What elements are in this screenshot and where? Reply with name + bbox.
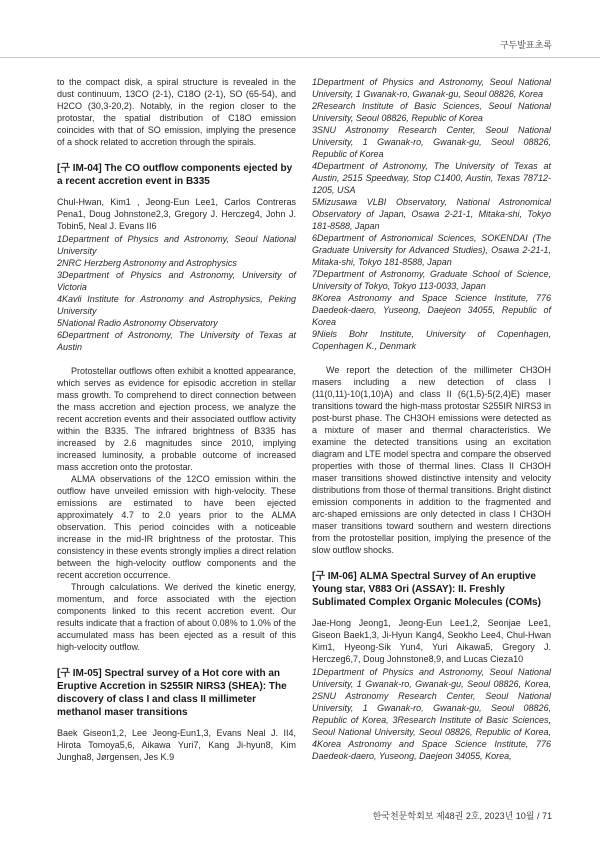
im04-title: [구 IM-04] The CO outflow components ejected by a recent accretion event in B335 [57, 163, 293, 187]
im04-affiliation: 6Department of Astronomy, The University of Texas at Austin [57, 330, 296, 352]
im06-affiliations: 1Department of Physics and Astronomy, Seoul National University, 1 Gwanak-ro, Gwanak-gu, Seoul 08826, Korea, 2SNU Astronomy Research Center, Seoul National University, 1 Gwanak-ro, Gwanak-gu, Seoul 08826, Republic of Korea, 3Research Institute of Basic Sciences, Seoul National University, Seoul 08826, Republic of Korea, 4Korea Astronomy and Space Science Institute, 776 Daedeok-daero, Yuseong, Daejeon 34055, Korea, [312, 667, 551, 761]
im05-abstract-paragraph: We report the detection of the millimeter CH3OH masers including a new detection of class I (11(0,11)-10(1,10)A) and class II (6(1,5)-5(2,4)E) maser transitions toward the high-mass protostar S255IR NIRS3 in post-burst phase. The CH3OH emissions were detected as a mixture of maser and thermal characteristics. We examine the detected transitions using an excitation diagram and LTE model spectra and compare the observed properties with those of thermal lines. Class II CH3OH maser transitions showed distinctive intensity and velocity distributions from those of thermal transitions. Bright distinct emission components in addition to the fragmented and arc-shaped emissions are only detected in class I CH3OH maser transitions toward southern and western directions from the protostellar position, implying the presence of the slow outflow shocks. [312, 365, 551, 555]
im04-abstract-paragraph: Through calculations. We derived the kinetic energy, momentum, and force associated with the ejection components linked to this recent accretion event. Our results indicate that a fraction of about 0.08% to 1.0% of the accumulated mass has been ejected as a result of this high-velocity outflow. [57, 582, 296, 652]
im05-affiliation: 8Korea Astronomy and Space Science Institute, 776 Daedeok-daero, Yuseong, Daejeon 34055, Republic of Korea [312, 293, 551, 327]
im04-authors: Chul-Hwan, Kim1 , Jeong-Eun Lee1, Carlos Contreras Pena1, Doug Johnstone2,3, Gregory J. Herczeg4, John J. Tobin5, Neal J. Evans II6 [57, 197, 296, 231]
im04-abstract-paragraph: Protostellar outflows often exhibit a knotted appearance, which serves as evidence for episodic accretion in stellar mass growth. To comprehend to direct connection between the mass accretion and ejection process, we analyze the recent accretion events and their associated outflow activity within the B335. The infrared brightness of B335 has increased by 2.6 magnitudes since 2010, implying increased luminosity, a probable outcome of increased mass accretion onto the protostar. [57, 366, 296, 472]
header-rule [0, 57, 600, 58]
left-column [57, 76, 296, 764]
im05-affiliation: 6Department of Astronomical Sciences, SOKENDAI (The Graduate University for Advanced Studies), Osawa 2-21-1, Mitaka-shi, Tokyo 181-8588, Japan [312, 233, 551, 267]
im05-affiliation: 9Niels Bohr Institute, University of Copenhagen, Copenhagen K., Denmark [312, 329, 551, 351]
im05-affiliation: 4Department of Astronomy, The University of Texas at Austin, 2515 Speedway, Stop C1400, Austin, Texas 78712-1205, USA [312, 161, 551, 195]
im05-affiliation: 3SNU Astronomy Research Center, Seoul National University, 1 Gwanak-ro, Gwanak-gu, Seoul 08826, Republic of Korea [312, 125, 551, 159]
im05-affiliation: 2Research Institute of Basic Sciences, Seoul National University, Seoul 08826, Republic of Korea [312, 101, 551, 123]
im06-title: [구 IM-06] ALMA Spectral Survey of An eruptive Young star, V883 Ori (ASSAY): II. Freshly Sublimated Complex Organic Molecules (COMs) [312, 571, 541, 608]
footer-journal-info: 한국천문학회보 제48권 2호, 2023년 10월 / 71 [372, 811, 552, 821]
im05-affiliation: 7Department of Astronomy, Graduate School of Science, University of Tokyo, Tokyo 113-0033, Japan [312, 269, 551, 291]
im06-authors: Jae-Hong Jeong1, Jeong-Eun Lee1,2, Seonjae Lee1, Giseon Baek1,3, Ji-Hyun Kang4, Seokho Lee4, Chul-Hwan Kim1, Hyeong-Sik Yun4, Yuri Aikawa5, Gregory J. Herczeg6,7, Doug Johnstone8,9, and Lucas Cieza10 [312, 618, 551, 664]
im05-affiliation: 1Department of Physics and Astronomy, Seoul National University, 1 Gwanak-ro, Gwanak-gu, Seoul 08826, Korea [312, 77, 551, 99]
header-section-tag: 구두발표초록 [499, 40, 552, 50]
spacer [57, 353, 296, 365]
im04-affiliation: 3Department of Physics and Astronomy, University of Victoria [57, 270, 296, 292]
im04-affiliation: 5National Radio Astronomy Observatory [57, 318, 218, 328]
im03-continued-paragraph: to the compact disk, a spiral structure is revealed in the dust continuum, 13CO (2-1), C18O (2-1), SO (65-54), and H2CO (30,3-20,2). Notably, in the region closer to the protostar, the spatial distribution of C18O emission coincides with that of SO emission, implying the presence of a shock related to accretion through the spirals. [57, 77, 296, 147]
im05-authors: Baek Giseon1,2, Lee Jeong-Eun1,3, Evans Neal J. II4, Hirota Tomoya5,6, Aikawa Yuri7, Kang Ji-hyun8, Kim Jungha8, Jørgensen, Jes K.9 [57, 728, 296, 762]
im05-affiliation: 5Mizusawa VLBI Observatory, National Astronomical Observatory of Japan, Osawa 2-21-1, Mitaka-shi, Tokyo 181-8588, Japan [312, 197, 551, 231]
im04-abstract-paragraph: ALMA observations of the 12CO emission within the outflow have unveiled emission with high-velocity. These emissions are estimated to have been ejected approximately 4.7 to 2.0 years prior to the ALMA observation. This period coincides with a noticeable increase in the mid-IR brightness of the protostar. This consistency in these events strongly implies a direct relation between the high-velocity outflow components and the recent accretion occurrence. [57, 474, 296, 580]
im04-affiliation: 2NRC Herzberg Astronomy and Astrophysics [57, 258, 237, 268]
right-column [312, 76, 551, 762]
spacer [312, 352, 551, 364]
im04-affiliation: 1Department of Physics and Astronomy, Seoul National University [57, 234, 296, 256]
im05-title: [구 IM-05] Spectral survey of a Hot core with an Eruptive Accretion in S255IR NIRS3 (SHEA): The discovery of class I and class II millimeter methanol maser transitions [57, 668, 287, 718]
im04-affiliation: 4Kavli Institute for Astronomy and Astrophysics, Peking University [57, 294, 296, 316]
